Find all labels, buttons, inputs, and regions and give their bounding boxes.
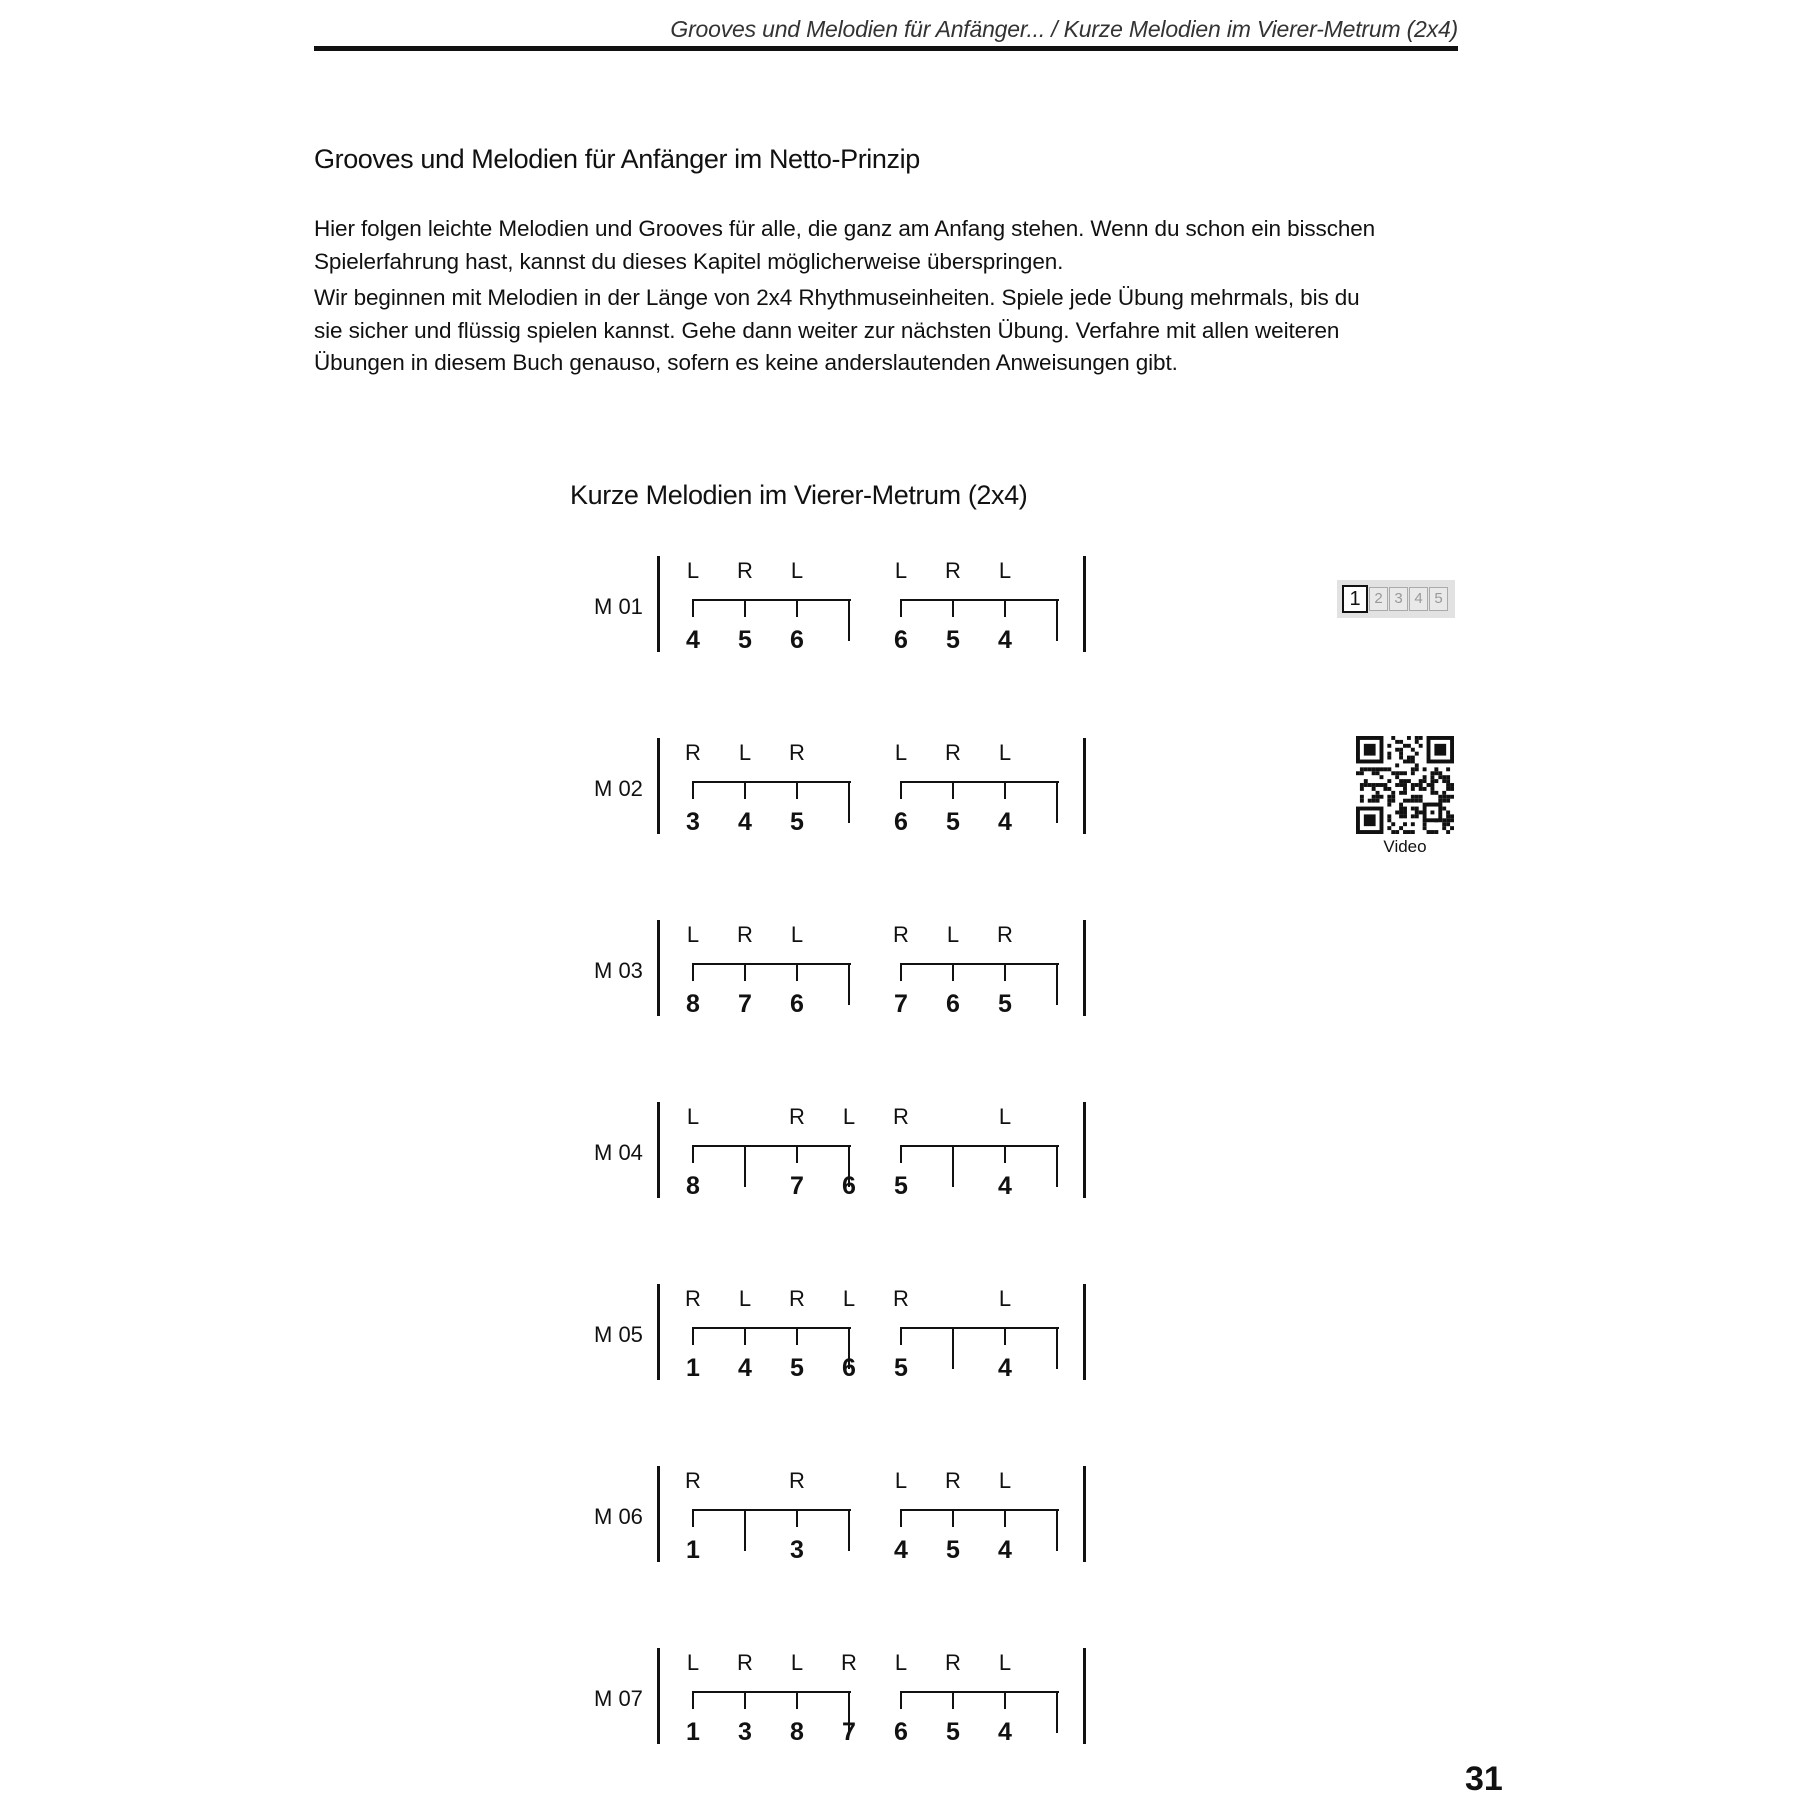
barline-end — [1083, 1102, 1086, 1198]
beat-stem — [848, 1509, 850, 1551]
beat-stem — [1004, 963, 1006, 981]
note-number: 7 — [790, 1172, 804, 1200]
beat-stem — [1056, 1509, 1058, 1551]
barline-start — [657, 1466, 660, 1562]
qr-code-icon[interactable] — [1356, 736, 1454, 834]
hand-marker: L — [946, 922, 960, 947]
exercise-row — [590, 1102, 1100, 1202]
barline-end — [1083, 1466, 1086, 1562]
hand-marker: R — [737, 558, 753, 583]
beat-stem — [796, 963, 798, 981]
exercise-row — [590, 1466, 1100, 1566]
beat-stem — [1004, 1509, 1006, 1527]
exercise-label: M 07 — [594, 1686, 643, 1711]
exercise-label: M 03 — [594, 958, 643, 983]
beat-stem — [952, 1327, 954, 1369]
note-number: 7 — [842, 1718, 856, 1746]
beat-group-beam — [900, 963, 1059, 965]
hand-marker: L — [998, 558, 1012, 583]
hand-marker: L — [842, 1286, 856, 1311]
level-3: 3 — [1389, 587, 1408, 611]
hand-marker: R — [789, 1104, 805, 1129]
beat-group-beam — [692, 1327, 851, 1329]
barline-start — [657, 1102, 660, 1198]
beat-stem — [1004, 599, 1006, 617]
barline-start — [657, 1284, 660, 1380]
note-number: 8 — [686, 1172, 700, 1200]
barline-end — [1083, 556, 1086, 652]
exercise-label: M 06 — [594, 1504, 643, 1529]
barline-end — [1083, 1648, 1086, 1744]
note-number: 5 — [946, 808, 960, 836]
exercise-row — [590, 1648, 1100, 1748]
hand-marker: R — [945, 1468, 961, 1493]
hand-marker: L — [894, 1468, 908, 1493]
beat-group-beam — [900, 1691, 1059, 1693]
beat-stem — [692, 963, 694, 981]
hand-marker: L — [686, 558, 700, 583]
exercise-section-title: Kurze Melodien im Vierer-Metrum (2x4) — [570, 480, 1028, 510]
difficulty-level-indicator — [1337, 580, 1455, 618]
hand-marker: L — [894, 740, 908, 765]
exercise-row — [590, 556, 1100, 656]
hand-marker: R — [893, 1104, 909, 1129]
beat-stem — [744, 781, 746, 799]
note-number: 6 — [894, 808, 908, 836]
beat-stem — [692, 1327, 694, 1345]
hand-marker: R — [737, 922, 753, 947]
exercise-label: M 01 — [594, 594, 643, 619]
level-5: 5 — [1429, 587, 1448, 611]
note-number: 6 — [894, 626, 908, 654]
hand-marker: L — [894, 558, 908, 583]
beat-group-beam — [900, 1145, 1059, 1147]
beat-stem — [692, 1509, 694, 1527]
note-number: 4 — [998, 1354, 1012, 1382]
hand-marker: L — [790, 922, 804, 947]
level-4: 4 — [1409, 587, 1428, 611]
beat-stem — [744, 1327, 746, 1345]
barline-start — [657, 920, 660, 1016]
hand-marker: L — [998, 1104, 1012, 1129]
exercise-row — [590, 738, 1100, 838]
note-number: 1 — [686, 1718, 700, 1746]
note-number: 5 — [790, 1354, 804, 1382]
beat-group-beam — [692, 1691, 851, 1693]
hand-marker: R — [945, 558, 961, 583]
beat-stem — [692, 1145, 694, 1163]
running-header: Grooves und Melodien für Anfänger... / Kurze Melodien im Vierer-Metrum (2x4) — [670, 16, 1458, 42]
beat-stem — [744, 1509, 746, 1551]
beat-stem — [1004, 1145, 1006, 1163]
beat-stem — [1056, 1327, 1058, 1369]
hand-marker: L — [998, 740, 1012, 765]
note-number: 4 — [686, 626, 700, 654]
beat-stem — [952, 1145, 954, 1187]
note-number: 5 — [998, 990, 1012, 1018]
hand-marker: L — [686, 1104, 700, 1129]
beat-stem — [796, 781, 798, 799]
exercise-label: M 04 — [594, 1140, 643, 1165]
note-number: 3 — [790, 1536, 804, 1564]
barline-end — [1083, 920, 1086, 1016]
beat-stem — [900, 1145, 902, 1163]
hand-marker: L — [790, 1650, 804, 1675]
beat-group-beam — [900, 1509, 1059, 1511]
beat-stem — [952, 963, 954, 981]
beat-stem — [848, 599, 850, 641]
note-number: 3 — [686, 808, 700, 836]
intro-paragraph-2: Wir beginnen mit Melodien in der Länge von 2x4 Rhythmuseinheiten. Spiele jede Übung mehrmals, bis du sie sicher und flüssig spielen kannst. Gehe dann weiter zur nächsten Übung. Verfahre mit allen weiteren Übungen in diesem Buch genauso, sofern es keine anderslautenden Anweisungen gibt. — [314, 285, 1360, 375]
note-number: 6 — [842, 1354, 856, 1382]
level-2: 2 — [1369, 587, 1388, 611]
beat-group-beam — [900, 781, 1059, 783]
note-number: 6 — [790, 626, 804, 654]
beat-stem — [1004, 1691, 1006, 1709]
note-number: 6 — [842, 1172, 856, 1200]
hand-marker: R — [685, 1286, 701, 1311]
barline-start — [657, 1648, 660, 1744]
note-number: 4 — [998, 808, 1012, 836]
hand-marker: R — [945, 1650, 961, 1675]
hand-marker: R — [685, 740, 701, 765]
hand-marker: L — [686, 1650, 700, 1675]
beat-stem — [744, 599, 746, 617]
hand-marker: R — [841, 1650, 857, 1675]
beat-stem — [1056, 781, 1058, 823]
beat-stem — [1056, 1145, 1058, 1187]
hand-marker: R — [789, 1468, 805, 1493]
hand-marker: L — [738, 1286, 752, 1311]
beat-stem — [1004, 781, 1006, 799]
beat-stem — [692, 781, 694, 799]
beat-group-beam — [900, 599, 1059, 601]
beat-stem — [1004, 1327, 1006, 1345]
beat-stem — [900, 599, 902, 617]
beat-group-beam — [692, 1509, 851, 1511]
note-number: 5 — [790, 808, 804, 836]
hand-marker: L — [894, 1650, 908, 1675]
beat-group-beam — [692, 963, 851, 965]
beat-stem — [796, 1145, 798, 1163]
hand-marker: L — [738, 740, 752, 765]
beat-stem — [952, 781, 954, 799]
note-number: 5 — [946, 1536, 960, 1564]
beat-stem — [952, 1691, 954, 1709]
exercise-row — [590, 1284, 1100, 1384]
beat-stem — [744, 963, 746, 981]
beat-stem — [796, 1509, 798, 1527]
hand-marker: L — [790, 558, 804, 583]
beat-group-beam — [692, 599, 851, 601]
beat-stem — [1056, 1691, 1058, 1733]
beat-stem — [1056, 963, 1058, 1005]
beat-group-beam — [900, 1327, 1059, 1329]
beat-stem — [900, 1509, 902, 1527]
beat-stem — [744, 1691, 746, 1709]
hand-marker: R — [893, 922, 909, 947]
note-number: 4 — [998, 626, 1012, 654]
note-number: 1 — [686, 1536, 700, 1564]
note-number: 7 — [894, 990, 908, 1018]
hand-marker: L — [998, 1650, 1012, 1675]
beat-stem — [796, 1327, 798, 1345]
barline-end — [1083, 738, 1086, 834]
hand-marker: R — [789, 1286, 805, 1311]
note-number: 5 — [894, 1172, 908, 1200]
beat-stem — [692, 1691, 694, 1709]
beat-stem — [796, 599, 798, 617]
note-number: 7 — [738, 990, 752, 1018]
note-number: 5 — [894, 1354, 908, 1382]
note-number: 4 — [894, 1536, 908, 1564]
exercise-label: M 05 — [594, 1322, 643, 1347]
hand-marker: R — [789, 740, 805, 765]
intro-text — [314, 213, 1394, 384]
beat-stem — [900, 1327, 902, 1345]
hand-marker: L — [686, 922, 700, 947]
beat-stem — [952, 599, 954, 617]
hand-marker: L — [842, 1104, 856, 1129]
beat-stem — [692, 599, 694, 617]
beat-stem — [848, 781, 850, 823]
beat-stem — [900, 1691, 902, 1709]
page-number: 31 — [1465, 1760, 1503, 1798]
hand-marker: L — [998, 1468, 1012, 1493]
note-number: 6 — [894, 1718, 908, 1746]
hand-marker: L — [998, 1286, 1012, 1311]
beat-group-beam — [692, 781, 851, 783]
note-number: 5 — [946, 626, 960, 654]
note-number: 8 — [686, 990, 700, 1018]
hand-marker: R — [737, 1650, 753, 1675]
note-number: 8 — [790, 1718, 804, 1746]
header-rule — [314, 46, 1458, 51]
beat-stem — [900, 963, 902, 981]
level-1-active: 1 — [1342, 585, 1368, 613]
barline-start — [657, 738, 660, 834]
hand-marker: R — [893, 1286, 909, 1311]
note-number: 4 — [738, 1354, 752, 1382]
note-number: 6 — [946, 990, 960, 1018]
beat-stem — [848, 963, 850, 1005]
note-number: 4 — [738, 808, 752, 836]
hand-marker: R — [945, 740, 961, 765]
beat-stem — [796, 1691, 798, 1709]
exercise-label: M 02 — [594, 776, 643, 801]
barline-start — [657, 556, 660, 652]
note-number: 3 — [738, 1718, 752, 1746]
note-number: 4 — [998, 1172, 1012, 1200]
hand-marker: R — [997, 922, 1013, 947]
beat-stem — [900, 781, 902, 799]
note-number: 1 — [686, 1354, 700, 1382]
note-number: 6 — [790, 990, 804, 1018]
beat-stem — [1056, 599, 1058, 641]
beat-stem — [952, 1509, 954, 1527]
section-title: Grooves und Melodien für Anfänger im Netto-Prinzip — [314, 144, 920, 174]
note-number: 5 — [738, 626, 752, 654]
intro-paragraph-1: Hier folgen leichte Melodien und Grooves für alle, die ganz am Anfang stehen. Wenn du schon ein bisschen Spielerfahrung hast, kannst du dieses Kapitel möglicherweise überspringen. — [314, 216, 1376, 274]
barline-end — [1083, 1284, 1086, 1380]
beat-group-beam — [692, 1145, 851, 1147]
exercise-row — [590, 920, 1100, 1020]
note-number: 4 — [998, 1718, 1012, 1746]
note-number: 4 — [998, 1536, 1012, 1564]
video-label: Video — [1383, 837, 1427, 856]
beat-stem — [744, 1145, 746, 1187]
hand-marker: R — [685, 1468, 701, 1493]
note-number: 5 — [946, 1718, 960, 1746]
